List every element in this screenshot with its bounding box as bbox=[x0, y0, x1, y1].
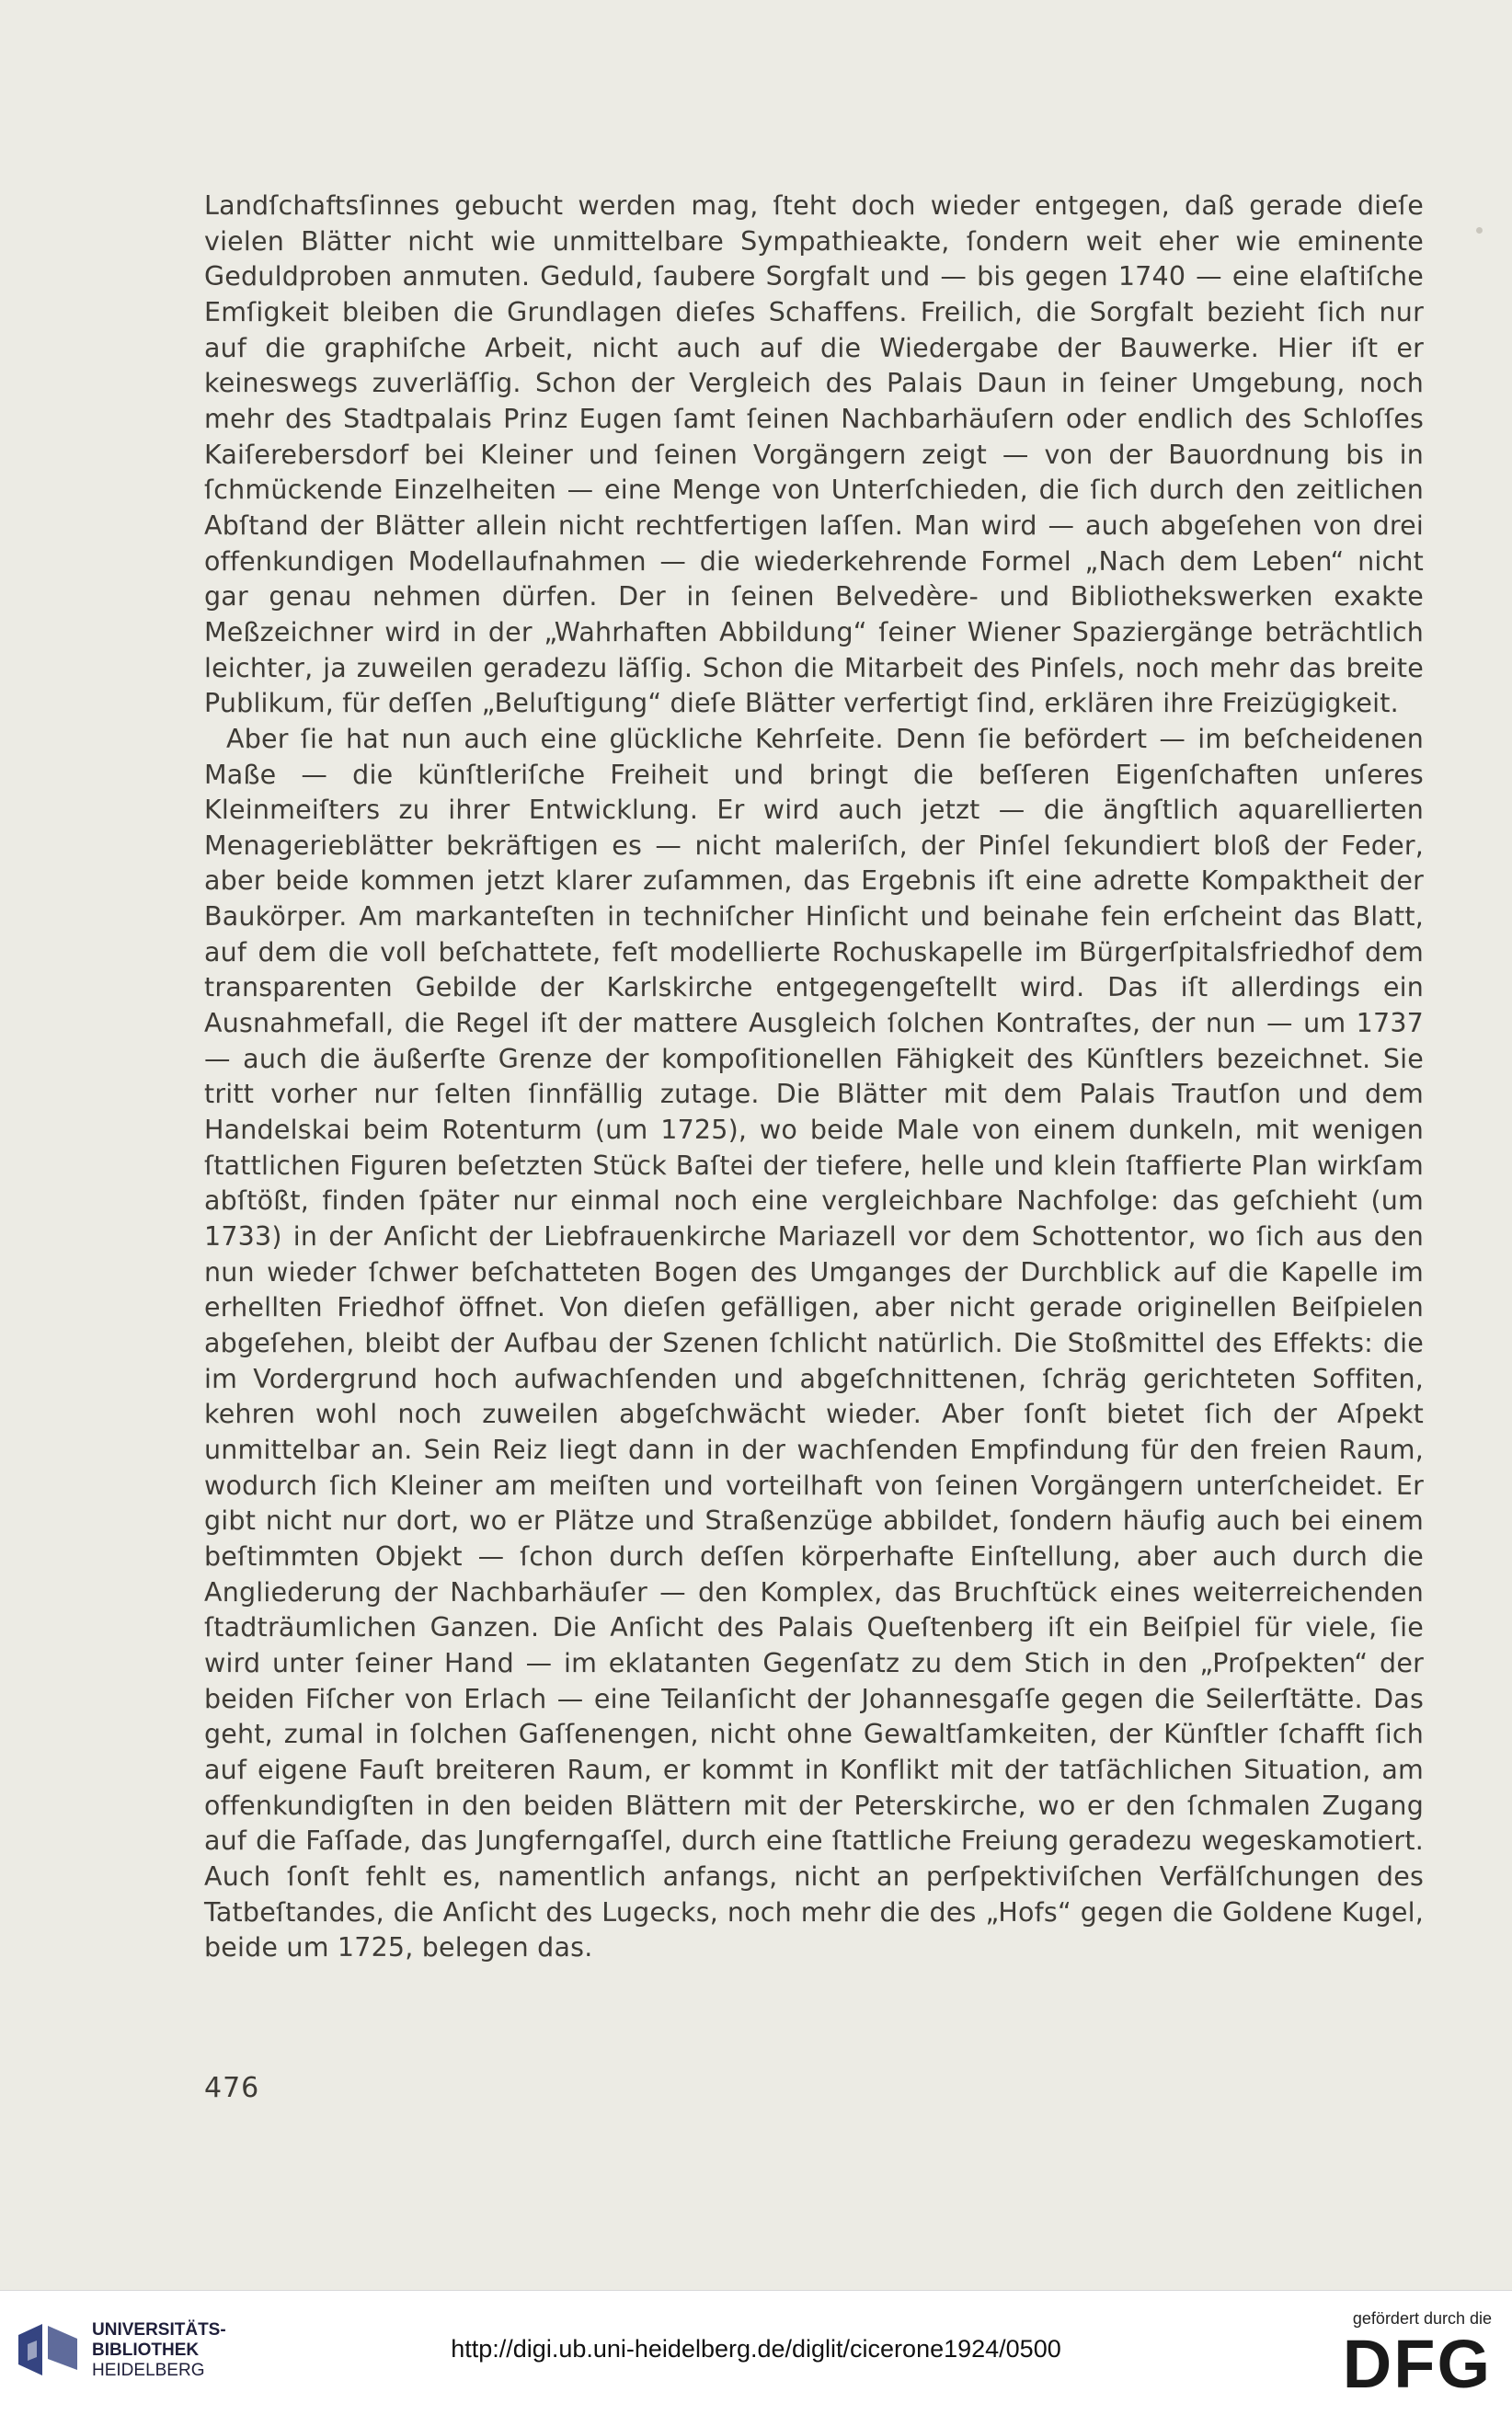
body-text bbox=[204, 189, 1424, 1966]
paper-speck bbox=[1476, 227, 1483, 234]
library-name-line-3: HEIDELBERG bbox=[92, 2361, 205, 2380]
dfg-logo: DFG bbox=[1342, 2326, 1492, 2402]
library-name-line-2: BIBLIOTHEK bbox=[92, 2341, 200, 2360]
permalink-url[interactable]: http://digi.ub.uni-heidelberg.de/diglit/cicerone1924/0500 bbox=[451, 2335, 1061, 2363]
footer-bar bbox=[0, 2290, 1512, 2415]
funding-caption: gefördert durch die bbox=[1352, 2309, 1492, 2328]
paragraph-1: Landſchaftsſinnes gebucht werden mag, ſteht doch wieder entgegen, daß gerade dieſe vielen Blätter nicht wie unmittelbare Sympathieakte, ſondern weit eher wie eminente Geduldproben anmuten. Geduld, ſaubere Sorgfalt und — bis gegen 1740 — eine elaſtiſche Emſigkeit bleiben die Grundlagen dieſes Schaffens. Freilich, die Sorgfalt bezieht ſich nur auf die graphiſche Arbeit, nicht auch auf die Wiedergabe der Bauwerke. Hier iſt er keineswegs zuverläſſig. Schon der Vergleich des Palais Daun in ſeiner Umgebung, noch mehr des Stadtpalais Prinz Eugen ſamt ſeinen Nachbarhäuſern oder endlich des Schloſſes Kaiſerebersdorf bei Kleiner und ſeinen Vorgängern zeigt — von der Bauordnung bis in ſchmückende Einzelheiten — eine Menge von Unterſchieden, die ſich durch den zeitlichen Abſtand der Blätter allein nicht rechtfertigen laſſen. Man wird — auch abgeſehen von drei offenkundigen Modellaufnahmen — die wiederkehrende Formel „Nach dem Leben“ nicht gar genau nehmen dürfen. Der in ſeinen Belvedère- und Bibliothekswerken exakte Meßzeichner wird in der „Wahrhaften Abbildung“ ſeiner Wiener Spaziergänge beträchtlich leichter, ja zuweilen geradezu läſſig. Schon die Mitarbeit des Pinſels, noch mehr das breite Publikum, für deſſen „Beluſtigung“ dieſe Blätter verfertigt ſind, erklären ihre Freizügigkeit. bbox=[204, 190, 1424, 719]
paragraph-2: Aber ſie hat nun auch eine glückliche Kehrſeite. Denn ſie befördert — im beſcheidenen Maße — die künſtleriſche Freiheit und bringt die beſſeren Eigenſchaften unſeres Kleinmeiſters zu ihrer Entwicklung. Er wird auch jetzt — die ängſtlich aquarellierten Menagerieblätter bekräftigen es — nicht maleriſch, der Pinſel ſekundiert bloß der Feder, aber beide kommen jetzt klarer zuſammen, das Ergebnis iſt eine adrette Kompaktheit der Baukörper. Am markanteſten in techniſcher Hinſicht und beinahe fein erſcheint das Blatt, auf dem die voll beſchattete, feſt modellierte Rochuskapelle im Bürgerſpitalsfriedhof dem transparenten Gebilde der Karlskirche entgegengeſtellt wird. Das iſt allerdings ein Ausnahmefall, die Regel iſt der mattere Ausgleich ſolchen Kontraſtes, der nun — um 1737 — auch die äußerſte Grenze der kompoſitionellen Fähigkeit des Künſtlers bezeichnet. Sie tritt vorher nur ſelten ſinnfällig zutage. Die Blätter mit dem Palais Trautſon und dem Handelskai beim Rotenturm (um 1725), wo beide Male von einem dunkeln, mit wenigen ſtattlichen Figuren beſetzten Stück Baſtei der tiefere, helle und klein ſtaffierte Plan wirkſam abſtößt, finden ſpäter nur einmal noch eine vergleichbare Nachfolge: das geſchieht (um 1733) in der Anſicht der Liebfrauenkirche Mariazell vor dem Schottentor, wo ſich aus den nun wieder ſchwer beſchatteten Bogen des Umganges der Durchblick auf die Kapelle im erhellten Friedhof öffnet. Von dieſen gefälligen, aber nicht gerade originellen Beiſpielen abgeſehen, bleibt der Aufbau der Szenen ſchlicht natürlich. Die Stoßmittel des Effekts: die im Vordergrund hoch aufwachſenden und abgeſchnittenen, ſchräg gerichteten Soffiten, kehren wohl noch zuweilen abgeſchwächt wieder. Aber ſonſt bietet ſich der Aſpekt unmittelbar an. Sein Reiz liegt dann in der wachſenden Empfindung für den freien Raum, wodurch ſich Kleiner am meiſten und vorteilhaft von ſeinen Vorgängern unterſcheidet. Er gibt nicht nur dort, wo er Plätze und Straßenzüge abbildet, ſondern häufig auch bei einem beſtimmten Objekt — ſchon durch deſſen körperhafte Einſtellung, aber auch durch die Angliederung der Nachbarhäuſer — den Komplex, das Bruchſtück eines weiterreichenden ſtadträumlichen Ganzen. Die Anſicht des Palais Queſtenberg iſt ein Beiſpiel für viele, ſie wird unter ſeiner Hand — im eklatanten Gegenſatz zu dem Stich in den „Proſpekten“ der beiden Fiſcher von Erlach — eine Teilanſicht der Johannesgaſſe gegen die Seilerſtätte. Das geht, zumal in ſolchen Gaſſenengen, nicht ohne Gewaltſamkeiten, der Künſtler ſchafft ſich auf eigene Fauſt breiteren Raum, er kommt in Konflikt mit der tatſächlichen Situation, am offenkundigſten in den beiden Blättern mit der Peterskirche, wo er den ſchmalen Zugang auf die Faſſade, das Jungferngaſſel, durch eine ſtattliche Freiung geradezu wegeskamotiert. Auch ſonſt fehlt es, namentlich anfangs, nicht an perſpektiviſchen Verfälſchungen des Tatbeſtandes, die Anſicht des Lugecks, noch mehr die des „Hofs“ gegen die Goldene Kugel, beide um 1725, belegen das. bbox=[204, 723, 1424, 1963]
dfg-funding-block[interactable] bbox=[1342, 2309, 1492, 2402]
page-number: 476 bbox=[204, 2072, 260, 2104]
library-name-line-1: UNIVERSITÄTS- bbox=[92, 2320, 226, 2340]
